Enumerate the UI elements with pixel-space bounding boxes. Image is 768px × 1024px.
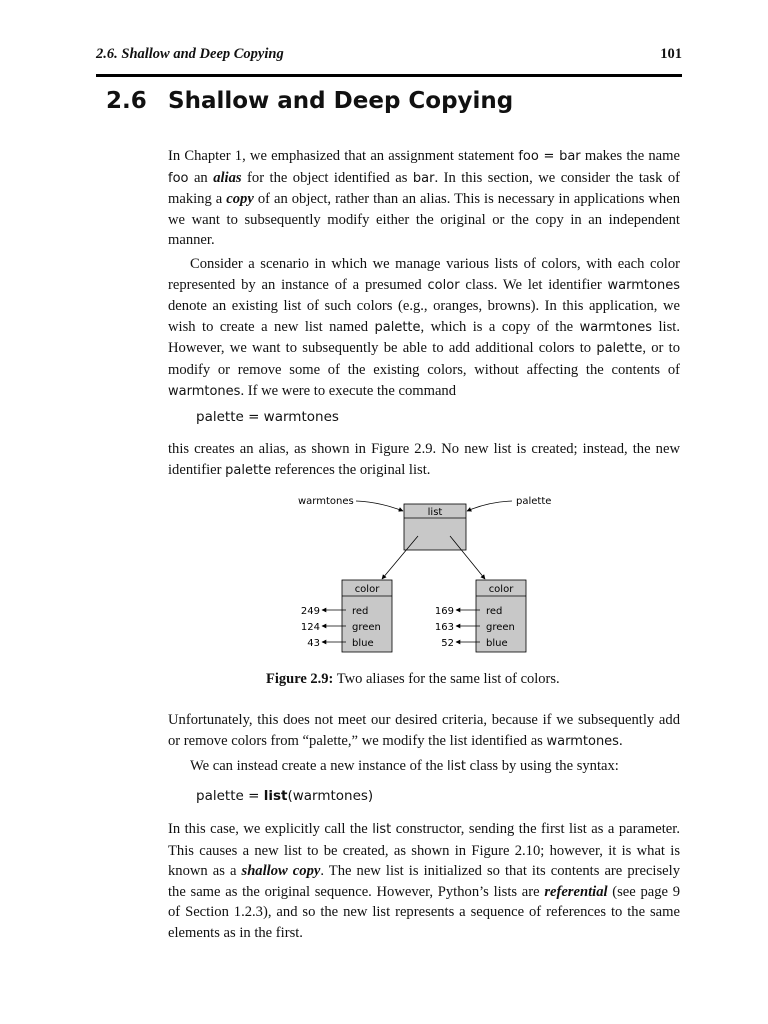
code-span: bar (412, 170, 435, 186)
code-span: warmtones (546, 733, 619, 749)
figure-caption (266, 671, 560, 688)
text: , which is a copy of the (420, 318, 580, 335)
emphasis: alias (213, 169, 242, 186)
label-warmtones: warmtones (298, 496, 354, 507)
value-blue-right: 52 (441, 638, 454, 649)
text: . In this section, we consider the task of making a (168, 169, 680, 208)
list-label: list (427, 507, 443, 518)
arrow-list-to-color-right (450, 536, 485, 579)
value-red-left: 249 (300, 606, 320, 617)
color-label-left: color (354, 584, 380, 595)
text: . (618, 732, 623, 749)
header-rule (96, 74, 682, 77)
code-span: warmtones (579, 319, 653, 335)
emphasis: referential (544, 883, 608, 900)
field-red-right: red (486, 606, 503, 617)
text: (see page 9 of Section 1.2.3), and so the new list represents a sequence of references to the same elements as in the first. (168, 883, 680, 941)
code-span: foo (168, 170, 189, 186)
field-red-left: red (352, 606, 369, 617)
code-example-1: palette = warmtones (196, 409, 339, 425)
code-span: color (427, 277, 460, 293)
field-blue-right: blue (486, 638, 508, 649)
text: In this case, we explicitly call the (168, 821, 373, 837)
code-example-2 (196, 788, 373, 804)
text: denote an existing list of such colors (e.g., oranges, browns). In this application, we wish to create a new list named (168, 298, 680, 335)
text: makes the name (580, 148, 680, 164)
code-span: palette (374, 319, 421, 335)
color-label-right: color (488, 584, 514, 595)
value-green-right: 163 (434, 622, 454, 633)
code-span: warmtones (607, 277, 680, 293)
code-text: (warmtones) (287, 788, 374, 804)
code-span: warmtones (168, 383, 241, 399)
paragraph-4 (168, 710, 680, 752)
text: class by using the syntax: (466, 758, 619, 774)
field-green-left: green (352, 622, 381, 633)
arrow-list-to-color-left (382, 536, 418, 579)
arrow-palette (467, 501, 512, 511)
text: of an object, rather than an alias. This is necessary in applications when we want to subsequently modify either the original or the copy in an independent manner. (168, 191, 680, 249)
text: Consider a scenario in which we manage various lists of colors, with each color represented by an instance of a presumed (168, 256, 680, 293)
text: for the object identified as (241, 169, 413, 186)
section-heading (106, 88, 513, 114)
code-span: palette (225, 462, 272, 478)
text: . If we were to execute the command (240, 382, 457, 399)
page-number: 101 (660, 46, 682, 62)
text: this creates an alias, as shown in Figure 2.9. No new list is created; instead, the new identifier (168, 441, 680, 478)
caption-text: Two aliases for the same list of colors. (333, 671, 560, 687)
field-green-right: green (486, 622, 515, 633)
paragraph-6 (168, 819, 680, 944)
text: We can instead create a new instance of the (190, 758, 447, 774)
text: class. We let identifier (459, 276, 608, 293)
code-keyword: list (263, 788, 288, 804)
text: Unfortunately, this does not meet our desired criteria, because if we subsequently add or remove colors from “palette,” we modify the list identified as (168, 712, 680, 749)
text: , or to modify or remove some of the existing colors, without affecting the contents of (168, 340, 680, 378)
paragraph-2 (168, 254, 680, 402)
text: constructor, sending the first list as a parameter. This causes a new list to be created, as shown in Figure 2.10; however, it is what is known as a (168, 821, 680, 880)
value-blue-left: 43 (307, 638, 320, 649)
paragraph-1 (168, 146, 680, 251)
running-head (96, 46, 682, 63)
code-text: palette = (196, 788, 264, 804)
text: references the original list. (271, 461, 431, 478)
emphasis: shallow copy (241, 863, 321, 880)
emphasis: copy (226, 191, 254, 208)
label-palette: palette (516, 496, 552, 507)
paragraph-5 (168, 756, 680, 778)
arrow-warmtones (356, 501, 403, 511)
running-title: 2.6. Shallow and Deep Copying (96, 46, 284, 62)
paragraph-3 (168, 439, 680, 481)
section-title: Shallow and Deep Copying (168, 88, 514, 114)
figure-2-9-diagram (290, 486, 560, 656)
field-blue-left: blue (352, 638, 374, 649)
code-span: list (446, 759, 467, 774)
code-span: palette (596, 341, 643, 357)
text: In Chapter 1, we emphasized that an assignment statement (168, 148, 519, 164)
text: an (188, 169, 214, 186)
section-number: 2.6 (106, 88, 147, 114)
value-red-right: 169 (434, 606, 454, 617)
text: list. However, we want to subsequently be able to add additional colors to (168, 318, 680, 357)
value-green-left: 124 (300, 622, 320, 633)
code-span: list (372, 822, 392, 837)
text: . The new list is initialized so that its contents are precisely the same as the original sequence. However, Python’s lists are (168, 863, 680, 900)
code-span: foo = bar (518, 149, 581, 164)
caption-label: Figure 2.9: (266, 671, 334, 687)
